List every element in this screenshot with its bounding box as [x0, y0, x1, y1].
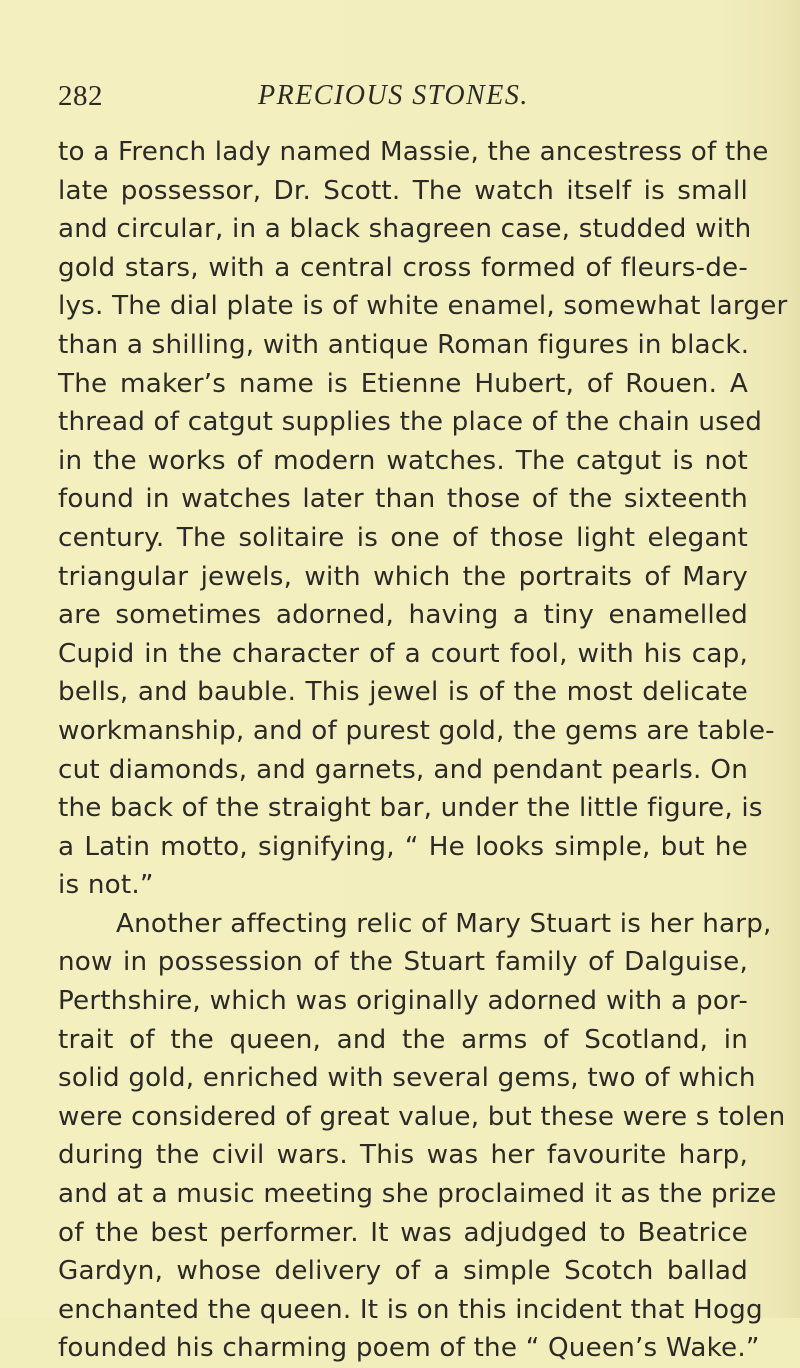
page-number: 282	[58, 80, 103, 112]
text-line: lys. The dial plate is of white enamel, somewhat larger	[58, 291, 788, 322]
text-line: Gardyn, whose delivery of a simple Scotch ballad	[58, 1256, 748, 1287]
text-line: now in possession of the Stuart family of Dalguise,	[58, 947, 748, 978]
text-line: trait of the queen, and the arms of Scotland, in	[58, 1024, 748, 1055]
text-line: Another affecting relic of Mary Stuart is her harp,	[116, 908, 772, 939]
text-line: workmanship, and of purest gold, the gems are table-	[58, 715, 775, 746]
text-line: The maker’s name is Etienne Hubert, of Rouen. A	[58, 368, 748, 399]
text-line: enchanted the queen. It is on this incident that Hogg	[58, 1294, 763, 1325]
text-line: during the civil wars. This was her favourite harp,	[58, 1140, 748, 1171]
text-line: and at a music meeting she proclaimed it as the prize	[58, 1179, 777, 1210]
text-line: late possessor, Dr. Scott. The watch itself is small	[58, 175, 748, 206]
text-line: and circular, in a black shagreen case, studded with	[58, 214, 752, 245]
text-line: the back of the straight bar, under the little figure, is	[58, 793, 763, 824]
text-line: Cupid in the character of a court fool, with his cap,	[58, 638, 748, 669]
text-line: century. The solitaire is one of those light elegant	[58, 522, 748, 553]
text-line: cut diamonds, and garnets, and pendant pearls. On	[58, 754, 748, 785]
text-line: in the works of modern watches. The catgut is not	[58, 445, 748, 476]
page-header	[58, 80, 778, 120]
text-line: of the best performer. It was adjudged to Beatrice	[58, 1217, 748, 1248]
text-line: found in watches later than those of the sixteenth	[58, 484, 748, 515]
text-line: is not.”	[58, 870, 154, 901]
text-line: triangular jewels, with which the portraits of Mary	[58, 561, 748, 592]
text-line: Perthshire, which was originally adorned with a por-	[58, 986, 748, 1017]
text-line: solid gold, enriched with several gems, two of which	[58, 1063, 756, 1094]
body-text	[58, 133, 788, 1368]
text-line: were considered of great value, but these were s tolen	[58, 1101, 786, 1132]
text-line: are sometimes adorned, having a tiny enamelled	[58, 600, 748, 631]
text-line: gold stars, with a central cross formed of fleurs-de-	[58, 252, 748, 283]
running-title: PRECIOUS STONES.	[258, 80, 529, 111]
text-line: than a shilling, with antique Roman figures in black.	[58, 329, 750, 360]
text-line: bells, and bauble. This jewel is of the most delicate	[58, 677, 748, 708]
text-line: thread of catgut supplies the place of the chain used	[58, 407, 763, 438]
text-line: a Latin motto, signifying, “ He looks simple, but he	[58, 831, 748, 862]
text-line: founded his charming poem of the “ Queen’s Wake.”	[58, 1333, 760, 1364]
text-line: to a French lady named Massie, the ancestress of the	[58, 137, 769, 167]
